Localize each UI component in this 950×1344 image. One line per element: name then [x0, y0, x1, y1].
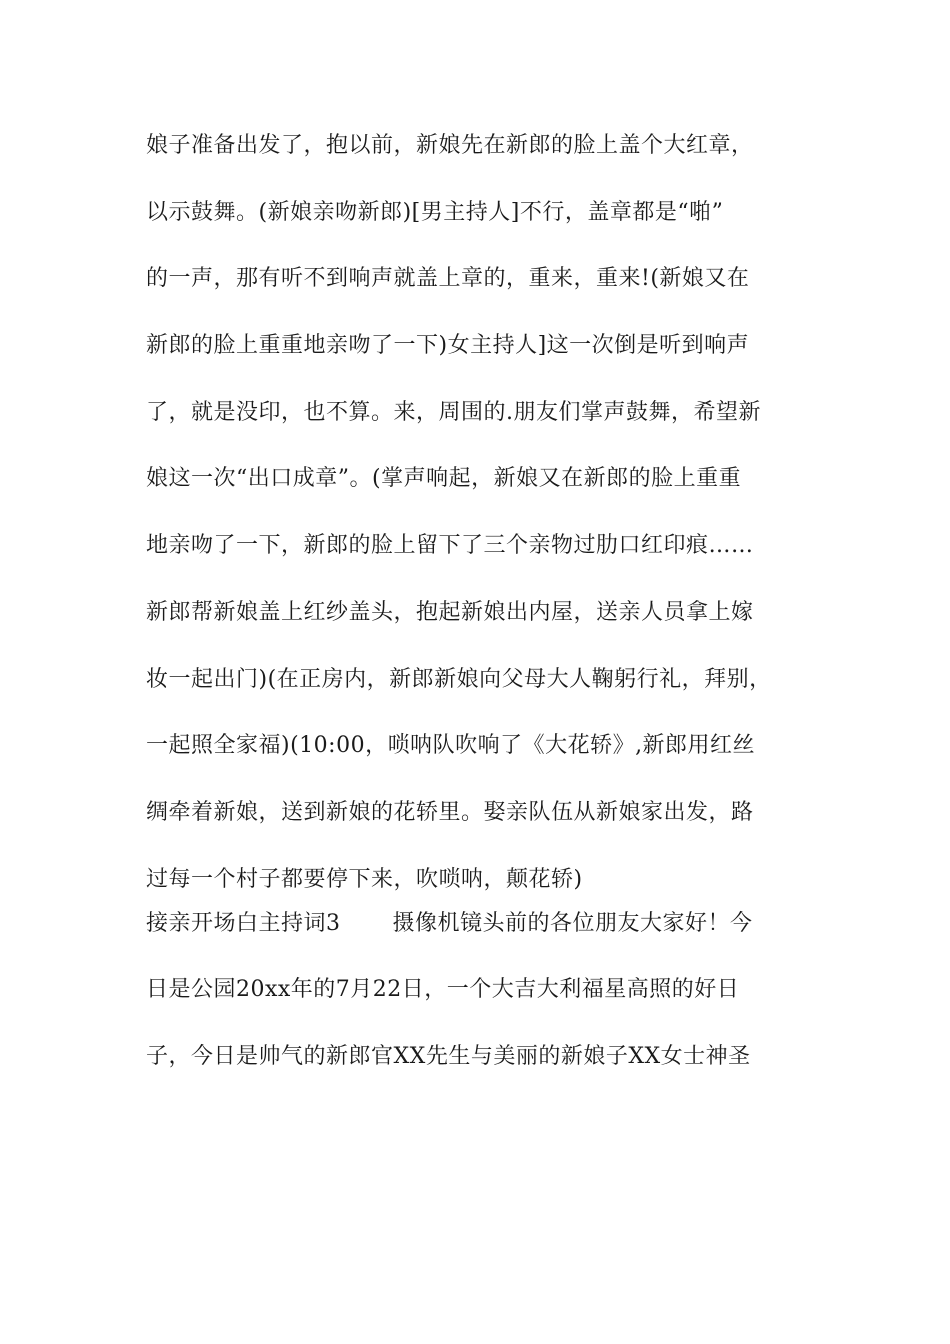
document-body: [146, 126, 836, 1104]
paragraph-line: 的一声，那有听不到响声就盖上章的，重来，重来!(新娘又在: [146, 266, 750, 292]
paragraph-line: 绸牵着新娘，送到新娘的花轿里。娶亲队伍从新娘家出发，路: [146, 799, 754, 825]
paragraph-line: 过每一个村子都要停下来，吹唢呐，颠花轿): [146, 866, 583, 892]
paragraph-line: 日是公园20xx年的7月22日，一个大吉大利福星高照的好日: [146, 977, 740, 1003]
paragraph-line: 一起照全家福)(10:00，唢呐队吹响了《大花轿》,新郎用红丝: [146, 733, 756, 759]
paragraph-line: 地亲吻了一下，新郎的脸上留下了三个亲物过肋口红印痕……: [146, 533, 754, 559]
heading-continuation: 摄像机镜头前的各位朋友大家好！今: [392, 910, 753, 936]
section-heading-line: [146, 904, 836, 971]
paragraph-line: 娘子准备出发了，抱以前，新娘先在新郎的脸上盖个大红章，: [146, 133, 754, 158]
paragraph-line: 娘这一次“出口成章”。(掌声响起，新娘又在新郎的脸上重重: [146, 466, 742, 492]
section-heading: 接亲开场白主持词3: [146, 910, 341, 936]
paragraph-line: 新郎的脸上重重地亲吻了一下)女主持人]这一次倒是听到响声: [146, 333, 750, 359]
paragraph-line: 妆一起出门)(在正房内，新郎新娘向父母大人鞠躬行礼，拜别，: [146, 666, 772, 692]
paragraph-line: 子，今日是帅气的新郎官XX先生与美丽的新娘子XX女士神圣: [146, 1043, 751, 1069]
paragraph-line: 了，就是没印，也不算。来，周围的.朋友们掌声鼓舞，希望新: [146, 399, 761, 425]
paragraph-line: 新郎帮新娘盖上红纱盖头，抱起新娘出内屋，送亲人员拿上嫁: [146, 599, 754, 625]
paragraph-line: 以示鼓舞。(新娘亲吻新郎)[男主持人]不行，盖章都是“啪”: [146, 199, 724, 225]
